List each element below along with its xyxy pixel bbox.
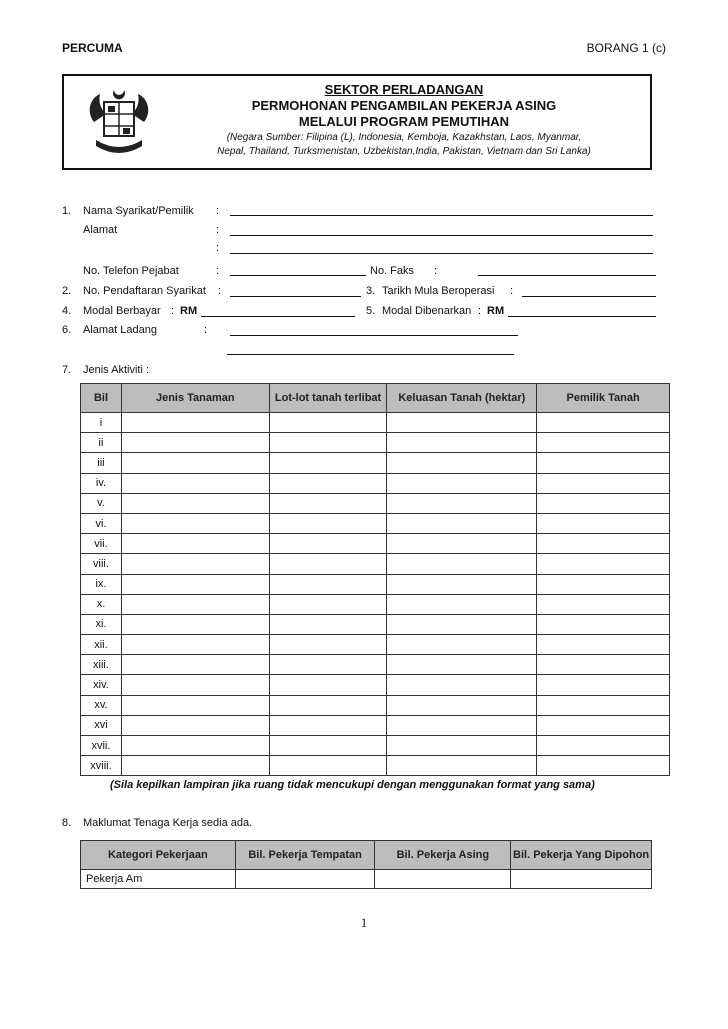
table-cell[interactable]: [269, 413, 387, 433]
source-countries-line1: (Negara Sumber: Filipina (L), Indonesia, Kemboja, Kazakhstan, Laos, Myanmar,: [226, 132, 582, 143]
table-cell[interactable]: [121, 513, 269, 533]
company-name-line[interactable]: [230, 215, 653, 216]
table-cell[interactable]: [537, 715, 670, 735]
phone-line[interactable]: [230, 275, 366, 276]
table-cell[interactable]: [121, 675, 269, 695]
activity-title: Jenis Aktiviti :: [83, 364, 150, 376]
table-cell[interactable]: [269, 453, 387, 473]
table-cell[interactable]: [121, 433, 269, 453]
column-header: Pemilik Tanah: [537, 384, 670, 413]
table-cell[interactable]: [269, 614, 387, 634]
start-date-line[interactable]: [522, 296, 656, 297]
item-number: 7.: [62, 364, 72, 376]
table-cell[interactable]: [537, 574, 670, 594]
table-cell[interactable]: [537, 534, 670, 554]
column-header: Jenis Tanaman: [121, 384, 269, 413]
table-row: [81, 413, 670, 433]
colon: :: [216, 265, 220, 277]
item-number: 3.: [366, 285, 376, 297]
row-label: Pekerja Am: [81, 870, 236, 889]
table-row: [81, 675, 670, 695]
table-cell[interactable]: [387, 614, 537, 634]
table-cell[interactable]: [121, 655, 269, 675]
colon: :: [204, 324, 208, 336]
table-cell[interactable]: [537, 513, 670, 533]
table-cell[interactable]: [269, 473, 387, 493]
phone-label: No. Telefon Pejabat: [83, 265, 179, 277]
table-cell[interactable]: [121, 635, 269, 655]
coat-of-arms-icon: [84, 84, 154, 160]
authorised-capital-line[interactable]: [508, 316, 656, 317]
table-cell[interactable]: [387, 756, 537, 776]
row-label: iv.: [81, 473, 122, 493]
authorised-capital-label: Modal Dibenarkan: [382, 305, 472, 317]
row-label: viii.: [81, 554, 122, 574]
item-number: 5.: [366, 305, 376, 317]
table-cell[interactable]: [269, 513, 387, 533]
address-line-2[interactable]: [230, 253, 653, 254]
colon: :: [510, 285, 514, 297]
table-cell[interactable]: [269, 756, 387, 776]
table-row: [81, 473, 670, 493]
program-title: MELALUI PROGRAM PEMUTIHAN: [298, 114, 510, 129]
table-cell[interactable]: [121, 736, 269, 756]
row-label: ii: [81, 433, 122, 453]
item-number: 2.: [62, 285, 72, 297]
row-label: v.: [81, 493, 122, 513]
table-cell[interactable]: [387, 513, 537, 533]
colon: :: [434, 265, 438, 277]
attachment-note: (Sila kepilkan lampiran jika ruang tidak mencukupi dengan menggunakan format yang sama): [110, 779, 595, 791]
table-row: [81, 554, 670, 574]
activity-table: [80, 383, 670, 776]
table-cell[interactable]: [269, 594, 387, 614]
table-cell[interactable]: [269, 574, 387, 594]
table-cell[interactable]: [537, 594, 670, 614]
row-label: ix.: [81, 574, 122, 594]
table-cell[interactable]: [537, 655, 670, 675]
row-label: iii: [81, 453, 122, 473]
table-row: [81, 870, 652, 889]
table-row: [81, 614, 670, 634]
table-cell[interactable]: [537, 756, 670, 776]
estate-address-line-1[interactable]: [230, 335, 518, 336]
table-cell[interactable]: [387, 554, 537, 574]
item-number: 1.: [62, 205, 72, 217]
table-cell[interactable]: [537, 614, 670, 634]
fax-line[interactable]: [478, 275, 656, 276]
table-row: [81, 534, 670, 554]
row-label: xviii.: [81, 756, 122, 776]
table-row: [81, 736, 670, 756]
paid-capital-label: Modal Berbayar: [83, 305, 161, 317]
table-cell[interactable]: [387, 715, 537, 735]
table-cell[interactable]: [387, 534, 537, 554]
row-label: i: [81, 413, 122, 433]
table-row: [81, 756, 670, 776]
column-header: Keluasan Tanah (hektar): [387, 384, 537, 413]
column-header: Lot-lot tanah terlibat: [269, 384, 387, 413]
table-cell[interactable]: [269, 493, 387, 513]
row-label: vi.: [81, 513, 122, 533]
table-cell[interactable]: [537, 493, 670, 513]
row-label: xi.: [81, 614, 122, 634]
table-cell[interactable]: [269, 675, 387, 695]
table-row: [81, 433, 670, 453]
estate-address-line-2[interactable]: [227, 354, 514, 355]
row-label: xiii.: [81, 655, 122, 675]
row-label: xvii.: [81, 736, 122, 756]
fax-label: No. Faks: [370, 265, 415, 277]
table-row: [81, 453, 670, 473]
table-cell[interactable]: [537, 453, 670, 473]
colon: :: [218, 285, 222, 297]
table-row: [81, 695, 670, 715]
table-cell[interactable]: [537, 736, 670, 756]
paid-capital-line[interactable]: [201, 316, 355, 317]
column-header: Bil. Pekerja Yang Dipohon: [511, 841, 652, 870]
table-header-row: [81, 384, 670, 413]
column-header: Bil. Pekerja Asing: [375, 841, 511, 870]
table-row: [81, 635, 670, 655]
table-cell[interactable]: [387, 695, 537, 715]
source-countries-line2: Nepal, Thailand, Turksmenistan, Uzbekistan,India, Pakistan, Vietnam dan Sri Lanka): [217, 146, 591, 157]
table-row: [81, 574, 670, 594]
table-cell[interactable]: [269, 554, 387, 574]
registration-label: No. Pendaftaran Syarikat: [83, 285, 206, 297]
row-label: vii.: [81, 534, 122, 554]
table-cell[interactable]: [387, 635, 537, 655]
table-cell[interactable]: [387, 433, 537, 453]
estate-address-label: Alamat Ladang: [83, 324, 157, 336]
table-cell[interactable]: [375, 870, 511, 889]
table-cell[interactable]: [537, 554, 670, 574]
currency-label: RM: [487, 305, 505, 317]
table-row: [81, 594, 670, 614]
table-cell[interactable]: [387, 655, 537, 675]
row-label: xvi: [81, 715, 122, 735]
address-line-1[interactable]: [230, 235, 653, 236]
table-cell[interactable]: [121, 473, 269, 493]
row-label: xv.: [81, 695, 122, 715]
table-row: [81, 715, 670, 735]
form-title: PERMOHONAN PENGAMBILAN PEKERJA ASING: [251, 98, 557, 113]
table-cell[interactable]: [511, 870, 652, 889]
table-cell[interactable]: [537, 473, 670, 493]
table-cell[interactable]: [121, 715, 269, 735]
colon: :: [171, 305, 175, 317]
table-cell[interactable]: [121, 413, 269, 433]
sector-title: SEKTOR PERLADANGAN: [324, 82, 484, 97]
table-header-row: [81, 841, 652, 870]
table-cell[interactable]: [387, 574, 537, 594]
table-cell[interactable]: [121, 695, 269, 715]
colon: :: [478, 305, 482, 317]
column-header: Bil: [81, 384, 122, 413]
table-cell[interactable]: [235, 870, 375, 889]
table-cell[interactable]: [269, 655, 387, 675]
table-cell[interactable]: [537, 635, 670, 655]
table-cell[interactable]: [387, 675, 537, 695]
table-cell[interactable]: [269, 534, 387, 554]
table-cell[interactable]: [121, 594, 269, 614]
table-cell[interactable]: [121, 756, 269, 776]
table-cell[interactable]: [121, 554, 269, 574]
free-label: PERCUMA: [62, 41, 123, 55]
table-row: [81, 655, 670, 675]
column-header: Bil. Pekerja Tempatan: [235, 841, 375, 870]
currency-label: RM: [180, 305, 198, 317]
colon: :: [216, 242, 220, 254]
table-cell[interactable]: [537, 675, 670, 695]
table-cell[interactable]: [269, 635, 387, 655]
table-cell[interactable]: [387, 473, 537, 493]
address-label: Alamat: [83, 224, 118, 236]
table-row: [81, 493, 670, 513]
registration-line[interactable]: [230, 296, 361, 297]
table-cell[interactable]: [121, 453, 269, 473]
table-row: [81, 513, 670, 533]
table-cell[interactable]: [387, 594, 537, 614]
item-number: 6.: [62, 324, 72, 336]
header-box: [62, 74, 652, 170]
start-date-label: Tarikh Mula Beroperasi: [382, 285, 495, 297]
table-cell[interactable]: [121, 614, 269, 634]
table-cell[interactable]: [537, 695, 670, 715]
item-number: 4.: [62, 305, 72, 317]
table-cell[interactable]: [387, 736, 537, 756]
table-cell[interactable]: [387, 413, 537, 433]
table-cell[interactable]: [269, 695, 387, 715]
table-cell[interactable]: [269, 715, 387, 735]
table-cell[interactable]: [269, 433, 387, 453]
workforce-title: Maklumat Tenaga Kerja sedia ada.: [83, 817, 253, 829]
table-cell[interactable]: [387, 493, 537, 513]
table-cell[interactable]: [269, 736, 387, 756]
item-number: 8.: [62, 817, 72, 829]
table-cell[interactable]: [121, 493, 269, 513]
row-label: x.: [81, 594, 122, 614]
table-cell[interactable]: [121, 574, 269, 594]
column-header: Kategori Pekerjaan: [81, 841, 236, 870]
row-label: xiv.: [81, 675, 122, 695]
table-cell[interactable]: [537, 413, 670, 433]
colon: :: [216, 205, 220, 217]
page-number: 1: [360, 915, 368, 930]
table-cell[interactable]: [387, 453, 537, 473]
row-label: xii.: [81, 635, 122, 655]
form-code: BORANG 1 (c): [586, 41, 666, 55]
table-cell[interactable]: [121, 534, 269, 554]
company-name-label: Nama Syarikat/Pemilik: [83, 205, 194, 217]
workforce-table: [80, 840, 652, 889]
colon: :: [216, 224, 220, 236]
table-cell[interactable]: [537, 433, 670, 453]
